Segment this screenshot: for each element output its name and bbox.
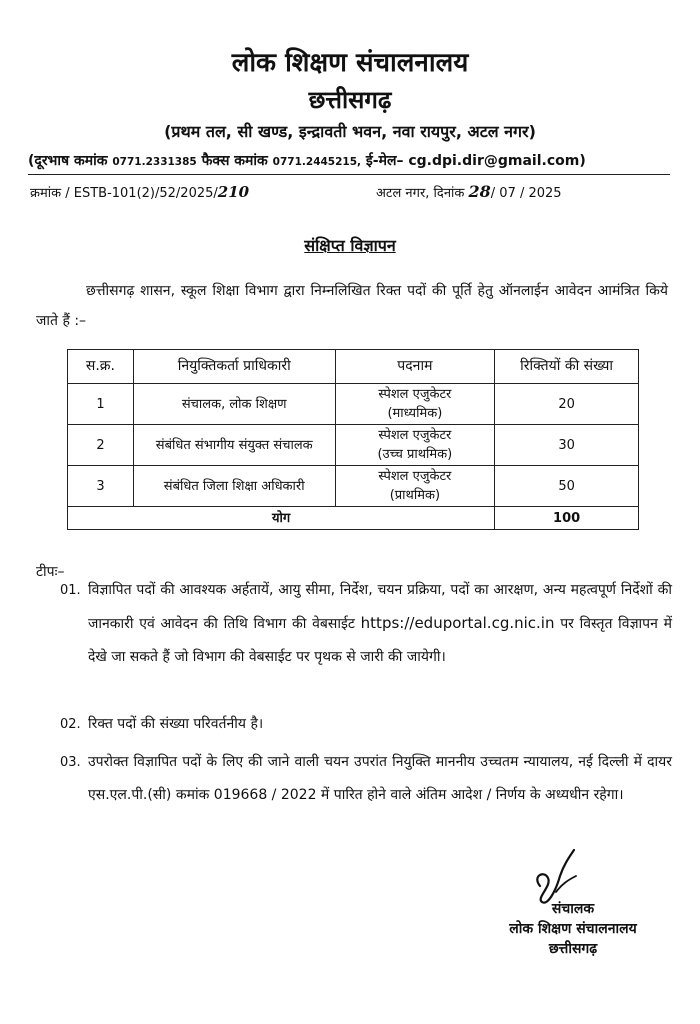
- total-label: योग: [68, 507, 495, 530]
- signatory-block: [468, 899, 678, 959]
- fax-number: 0771.2445215,: [272, 156, 362, 168]
- cell-count: 20: [495, 384, 639, 425]
- header-count: रिक्तियों की संख्या: [495, 350, 639, 384]
- email-address: cg.dpi.dir@gmail.com): [408, 153, 586, 169]
- website-link[interactable]: https://eduportal.cg.nic.in: [360, 614, 555, 632]
- date-day-handwritten: 28: [468, 182, 491, 201]
- note-number: 02.: [60, 717, 81, 732]
- header-post: पदनाम: [335, 350, 495, 384]
- cell-authority: संबंधित जिला शिक्षा अधिकारी: [133, 466, 335, 507]
- notice-heading: संक्षिप्त विज्ञापन: [304, 236, 396, 255]
- cell-post: स्पेशल एजुकेटर (प्राथमिक): [335, 466, 495, 507]
- cell-authority: संबंधित संभागीय संयुक्त संचालक: [133, 425, 335, 466]
- email-label: ई-मेल–: [365, 153, 404, 169]
- reference-number: [30, 181, 249, 205]
- intro-paragraph: छत्तीसगढ़ शासन, स्कूल शिक्षा विभाग द्वारा निम्नलिखित रिक्त पदों की पूर्ति हेतु ऑनलाईन आवेदन आमंत्रित किये जाते हैं :–: [36, 283, 668, 329]
- cell-post: स्पेशल एजुकेटर (माध्यमिक): [335, 384, 495, 425]
- cell-count: 50: [495, 466, 639, 507]
- note-label: टीपः–: [36, 564, 65, 580]
- fax-label: फैक्स कमांक: [201, 153, 268, 169]
- office-address: (प्रथम तल, सी खण्ड, इन्द्रावती भवन, नवा रायपुर, अटल नगर): [164, 122, 536, 141]
- note-number: 03.: [60, 755, 81, 770]
- table-header-row: [68, 350, 639, 384]
- cell-post: स्पेशल एजुकेटर (उच्च प्राथमिक): [335, 425, 495, 466]
- place-date-label: अटल नगर, दिनांक: [376, 186, 465, 201]
- date-line: [376, 181, 562, 205]
- note-item-2: 02. रिक्त पदों की संख्या परिवर्तनीय है।: [88, 708, 672, 741]
- header-divider: [28, 174, 670, 175]
- phone-label: (दूरभाष कमांक: [28, 153, 108, 169]
- cell-authority: संचालक, लोक शिक्षण: [133, 384, 335, 425]
- note-item-1: 01. विज्ञापित पदों की आवश्यक अर्हतायें, आयु सीमा, निर्देश, चयन प्रक्रिया, पदों का आरक्षण, अन्य महत्वपूर्ण निर्देशों की जानकारी एवं आवेदन की तिथि विभाग की वेबसाईट https://eduportal.cg.nic.in पर विस्तृत विज्ञापन में देखे जा सकते हैं जो विभाग की वेबसाईट पर पृथक से जारी की जायेगी।: [88, 574, 672, 674]
- office-state: छत्तीसगढ़: [308, 86, 392, 114]
- table-row: [68, 384, 639, 425]
- table-total-row: [68, 507, 639, 530]
- signatory-designation: संचालक: [551, 901, 595, 917]
- signatory-office: लोक शिक्षण संचालनालय: [509, 921, 637, 937]
- cell-count: 30: [495, 425, 639, 466]
- contact-line: [28, 150, 678, 173]
- signatory-state: छत्तीसगढ़: [548, 941, 598, 957]
- total-value: 100: [495, 507, 639, 530]
- cell-sno: 3: [68, 466, 134, 507]
- table-row: [68, 425, 639, 466]
- reference-handwritten-number: 210: [217, 183, 250, 201]
- office-title: लोक शिक्षण संचालनालय: [231, 48, 469, 78]
- date-month-year: / 07 / 2025: [490, 186, 562, 201]
- cell-sno: 2: [68, 425, 134, 466]
- vacancy-table: [67, 349, 639, 530]
- table-row: [68, 466, 639, 507]
- header-sno: स.क्र.: [68, 350, 134, 384]
- reference-label: क्रमांक / ESTB-101(2)/52/2025/: [30, 186, 218, 201]
- phone-number: 0771.2331385: [112, 156, 197, 168]
- note-number: 01.: [60, 583, 81, 598]
- cell-sno: 1: [68, 384, 134, 425]
- header-authority: नियुक्तिकर्ता प्राधिकारी: [133, 350, 335, 384]
- note-item-3: 03. उपरोक्त विज्ञापित पदों के लिए की जाने वाली चयन उपरांत नियुक्ति माननीय उच्चतम न्यायालय, नई दिल्ली में दायर एस.एल.पी.(सी) कमांक 019668 / 2022 में पारित होने वाले अंतिम आदेश / निर्णय के अध्यधीन रहेगा।: [88, 746, 672, 812]
